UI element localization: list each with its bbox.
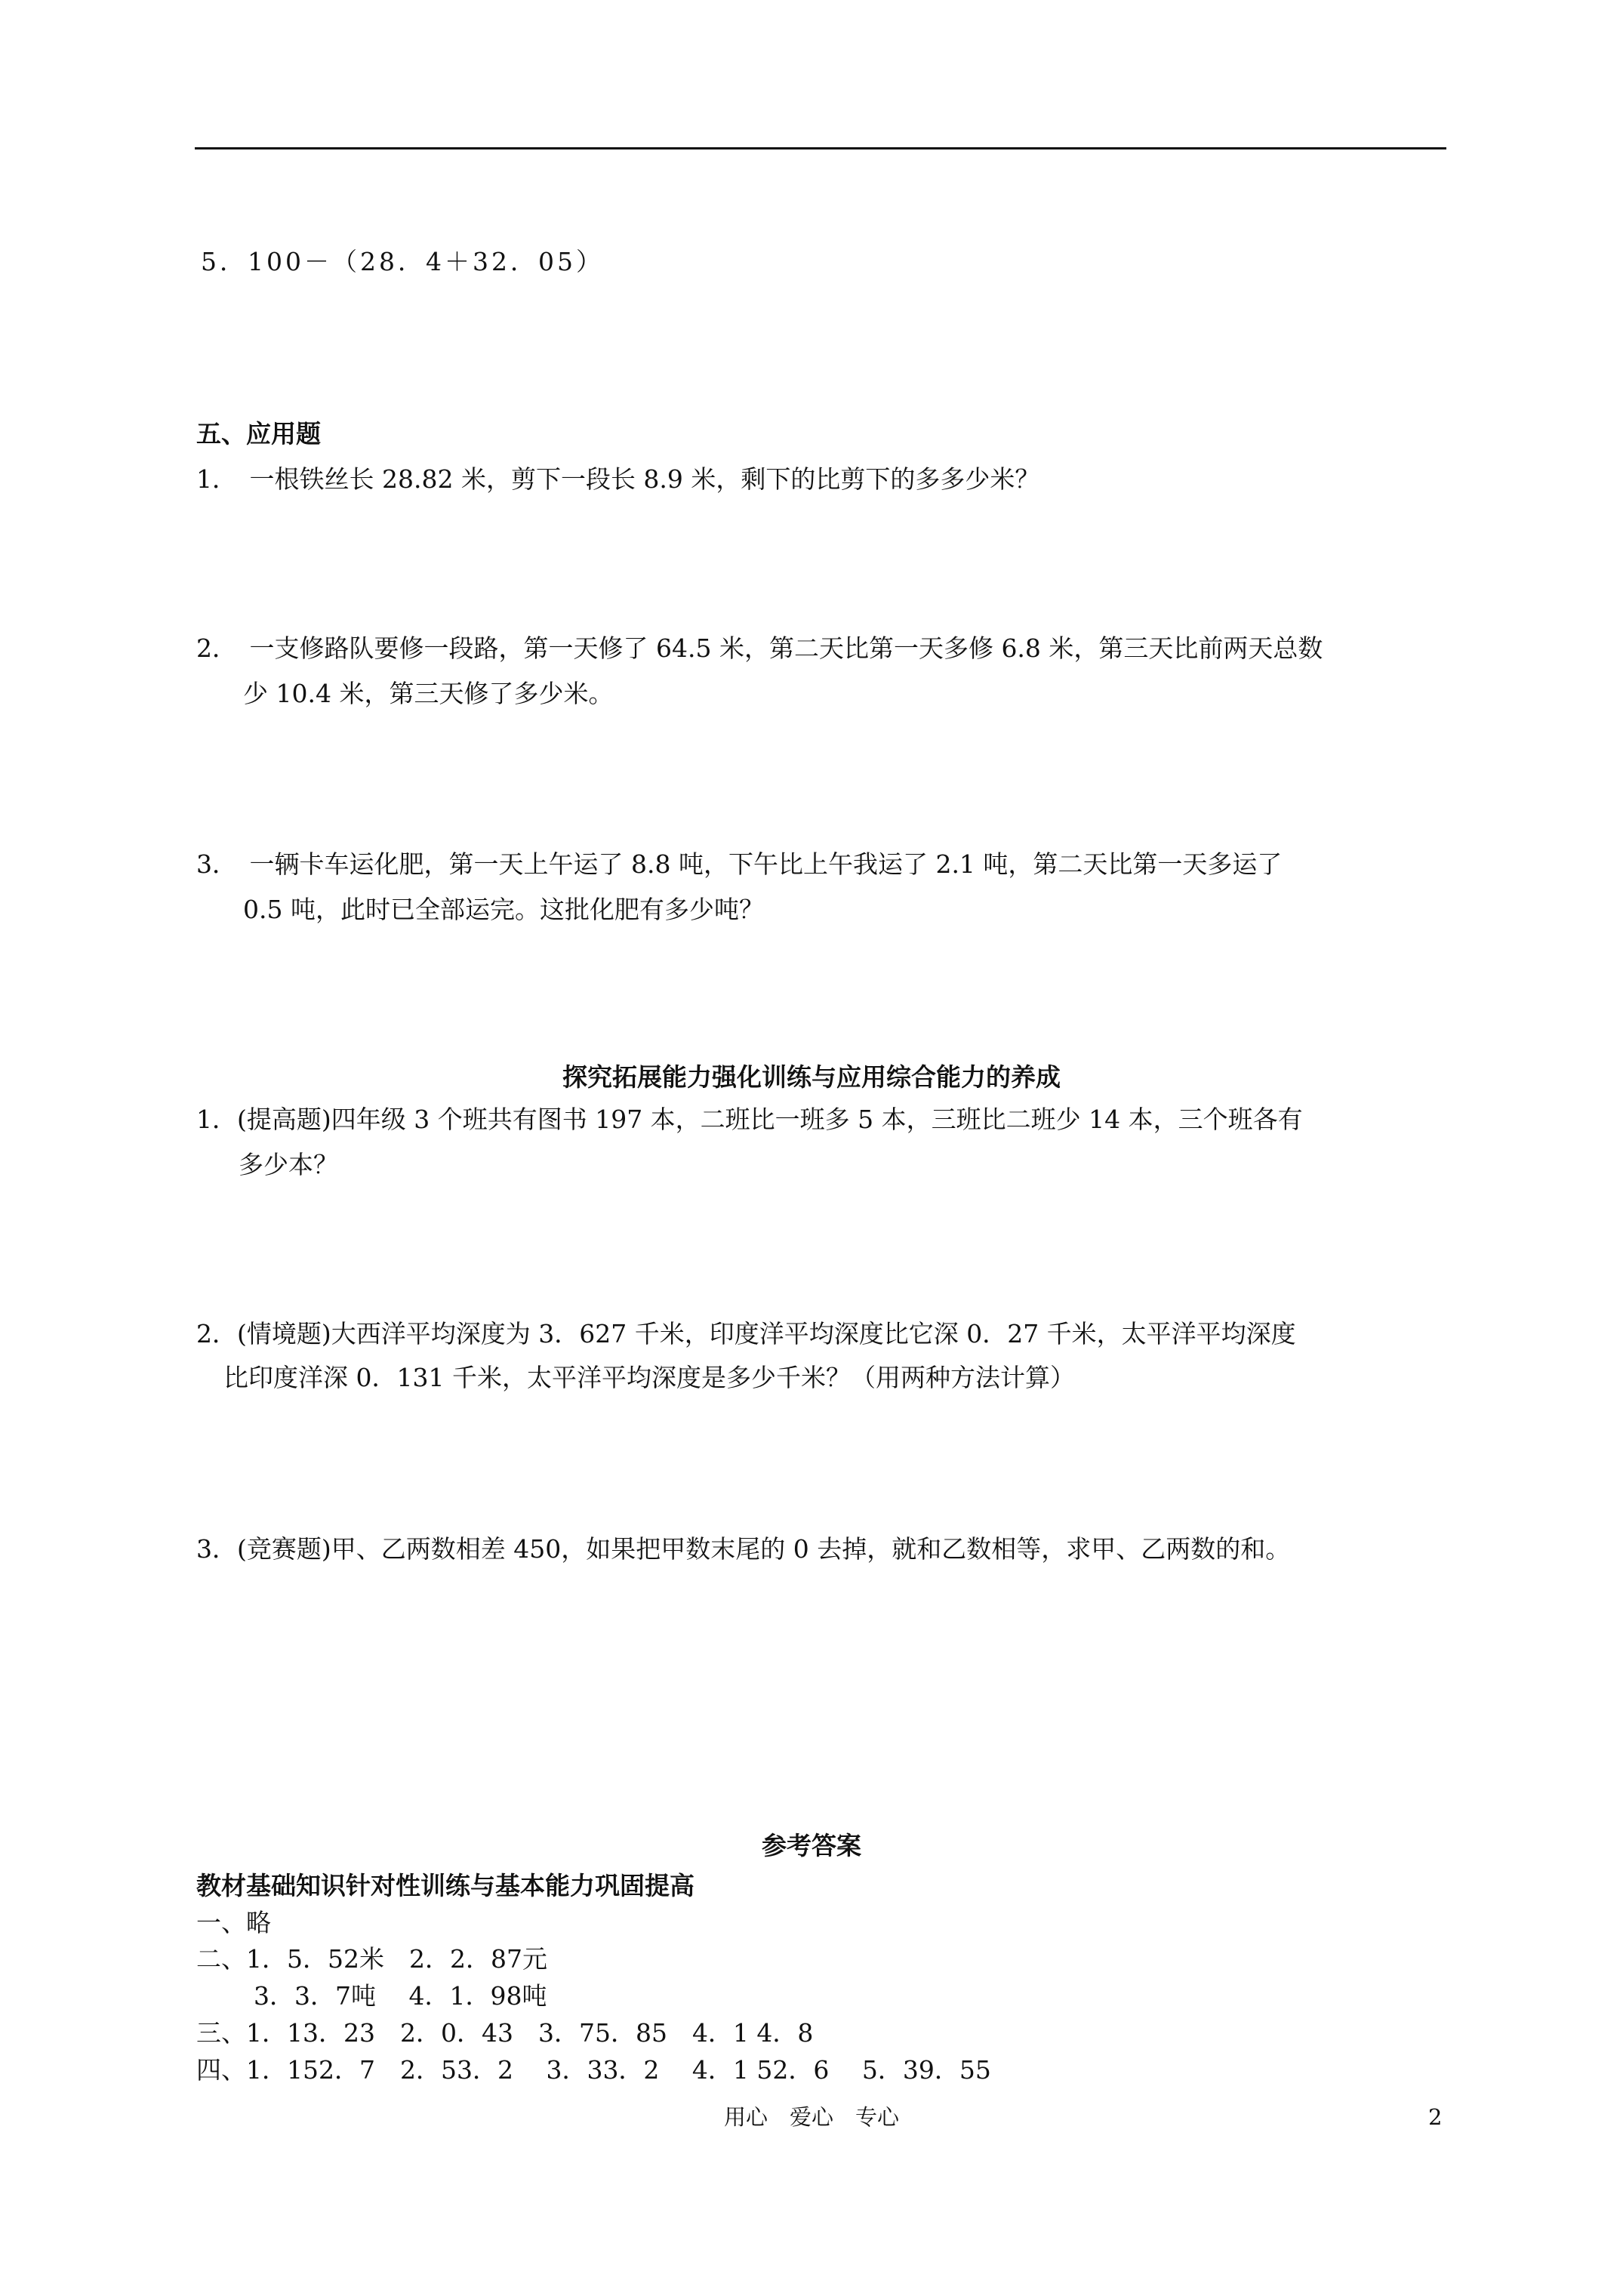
- extension-question-1-line-1: 1．(提高题)四年级 3 个班共有图书 197 本，二班比一班多 5 本，三班比二班少 14 本，三个班各有: [196, 1105, 1303, 1134]
- answer-line-1: 一、略: [196, 1908, 271, 1937]
- extension-question-1-line-2: 多少本？: [239, 1150, 338, 1179]
- extension-question-3: 3．(竞赛题)甲、乙两数相差 450，如果把甲数末尾的 0 去掉，就和乙数相等，求甲、乙两数的和。: [196, 1534, 1291, 1564]
- application-question-2-line-1: 2． 一支修路队要修一段路，第一天修了 64.5 米，第二天比第一天多修 6.8 米，第三天比前两天总数: [196, 633, 1323, 663]
- answer-line-3: 3．3．7吨 4．1．98吨: [254, 1981, 547, 2011]
- application-question-2-line-2: 少 10.4 米，第三天修了多少米。: [243, 679, 614, 708]
- calc-item-5: 5．100－（28．4＋32．05）: [201, 247, 604, 276]
- extension-question-2-line-2: 比印度洋深 0．131 千米，太平洋平均深度是多少千米？（用两种方法计算）: [223, 1363, 1075, 1392]
- section-heading-application: 五、应用题: [196, 419, 321, 448]
- extension-question-2-line-1: 2．(情境题)大西洋平均深度为 3．627 千米，印度洋平均深度比它深 0．27 千米，太平洋平均深度: [196, 1319, 1296, 1348]
- application-question-1: 1． 一根铁丝长 28.82 米，剪下一段长 8.9 米，剩下的比剪下的多多少米？: [196, 464, 1040, 494]
- answer-line-4: 三、1．13．23 2．0．43 3．75．85 4．1 4．8: [196, 2018, 814, 2048]
- answers-heading: 参考答案: [762, 1831, 861, 1860]
- application-question-3-line-1: 3． 一辆卡车运化肥，第一天上午运了 8.8 吨，下午比上午我运了 2.1 吨，第二天比第一天多运了: [196, 849, 1283, 879]
- answers-subheading: 教材基础知识针对性训练与基本能力巩固提高: [196, 1871, 694, 1900]
- application-question-3-line-2: 0.5 吨，此时已全部运完。这批化肥有多少吨？: [243, 895, 764, 924]
- answer-line-2: 二、1．5．52米 2．2．87元: [196, 1944, 547, 1974]
- header-rule: [195, 147, 1446, 149]
- extension-heading: 探究拓展能力强化训练与应用综合能力的养成: [562, 1062, 1061, 1092]
- page-number: 2: [1428, 2104, 1443, 2130]
- answer-line-5: 四、1．152．7 2．53．2 3．33．2 4．1 52．6 5．39．55: [196, 2055, 991, 2085]
- footer-motto: 用心 爱心 专心: [723, 2104, 899, 2130]
